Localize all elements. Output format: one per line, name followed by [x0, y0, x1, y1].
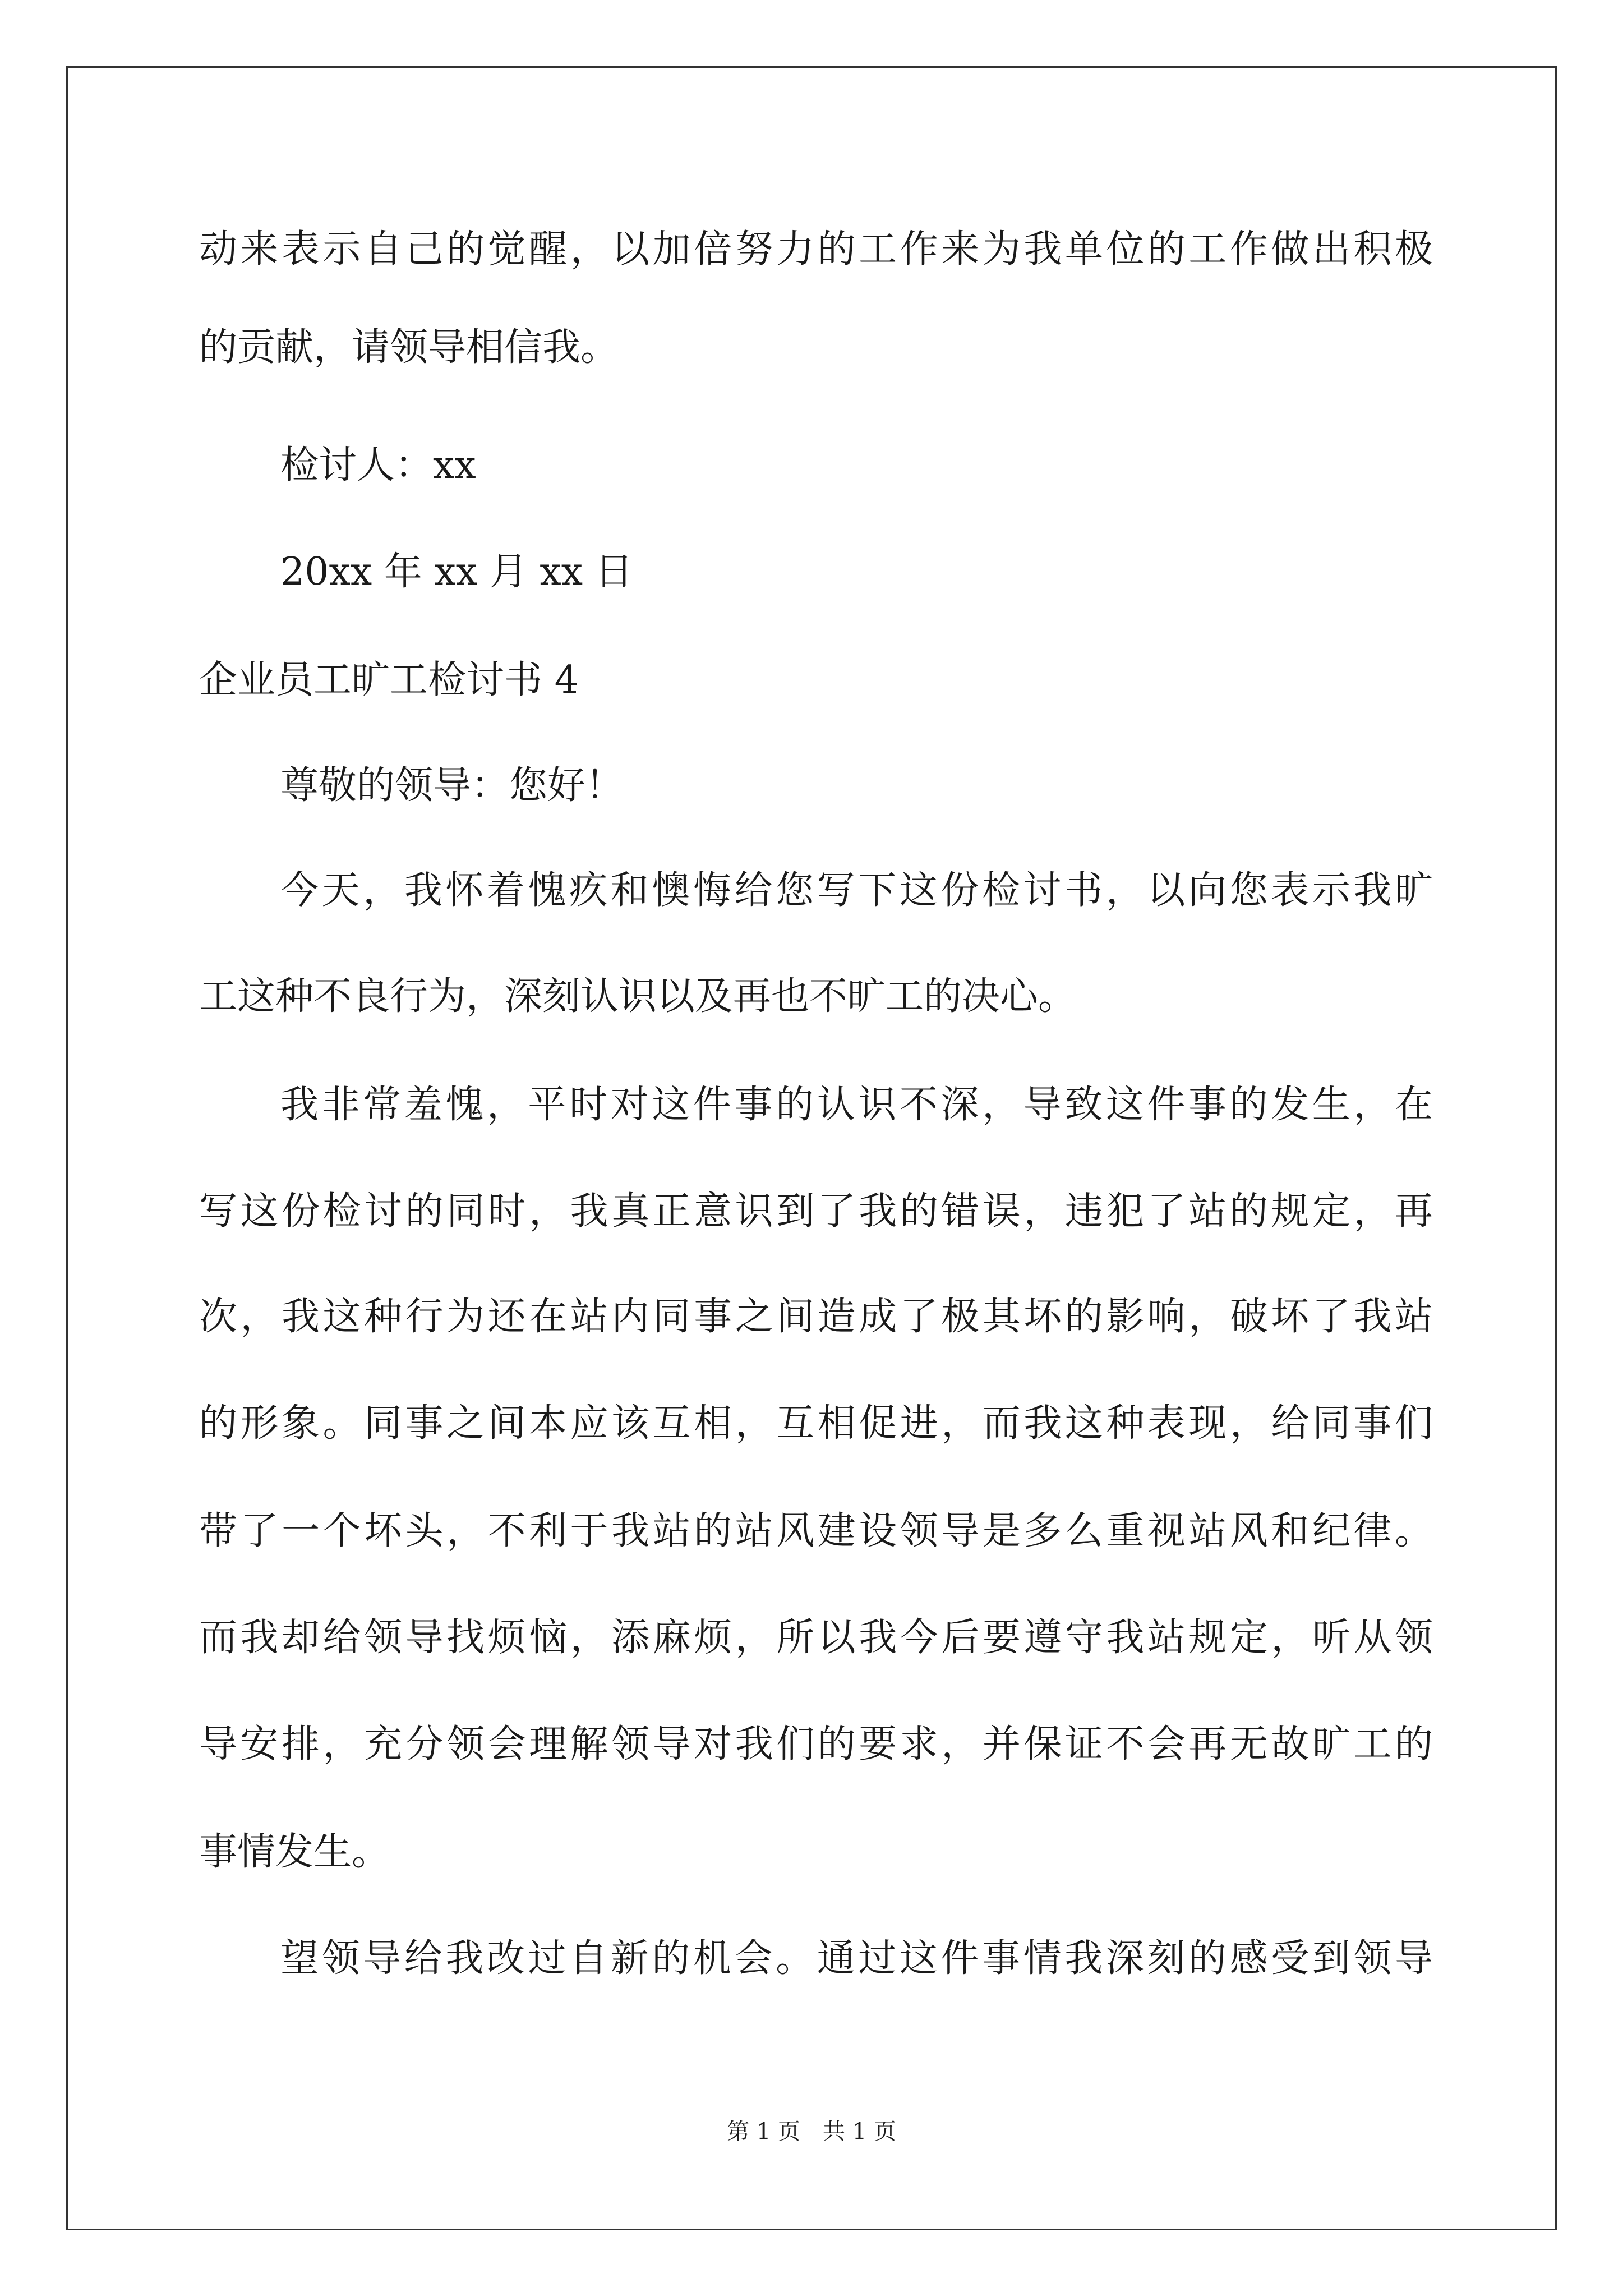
body-line: 工这种不良行为，深刻认识以及再也不旷工的决心。: [199, 974, 1077, 1019]
signature-label: 检讨人：xx: [280, 443, 476, 487]
body-line: 事情发生。: [199, 1830, 390, 1874]
page-frame: [66, 66, 1557, 2230]
salutation: 尊敬的领导：您好！: [280, 763, 624, 808]
body-line: 今天，我怀着愧疚和懊悔给您写下这份检讨书，以向您表示我旷: [280, 868, 1433, 913]
body-line: 写这份检讨的同时，我真正意识到了我的错误，违犯了站的规定，再: [199, 1189, 1433, 1234]
body-line: 带了一个坏头，不利于我站的站风建设领导是多么重视站风和纪律。: [199, 1509, 1433, 1553]
body-line: 导安排，充分领会理解领导对我们的要求，并保证不会再无故旷工的: [199, 1722, 1433, 1766]
section-heading: 企业员工旷工检讨书 4: [199, 658, 579, 702]
body-line: 的形象。同事之间本应该互相，互相促进，而我这种表现，给同事们: [199, 1401, 1433, 1446]
signature-date: 20xx 年 xx 月 xx 日: [280, 550, 633, 594]
body-line: 我非常羞愧，平时对这件事的认识不深，导致这件事的发生，在: [280, 1083, 1433, 1127]
page-number: 第 1 页 共 1 页: [727, 2119, 896, 2145]
body-line: 而我却给领导找烦恼，添麻烦，所以我今后要遵守我站规定，听从领: [199, 1616, 1433, 1660]
body-line: 的贡献，请领导相信我。: [199, 325, 619, 370]
body-line: 次，我这种行为还在站内同事之间造成了极其坏的影响，破坏了我站: [199, 1295, 1433, 1339]
body-line: 动来表示自己的觉醒，以加倍努力的工作来为我单位的工作做出积极: [199, 227, 1433, 272]
body-line: 望领导给我改过自新的机会。通过这件事情我深刻的感受到领导: [280, 1936, 1433, 1981]
